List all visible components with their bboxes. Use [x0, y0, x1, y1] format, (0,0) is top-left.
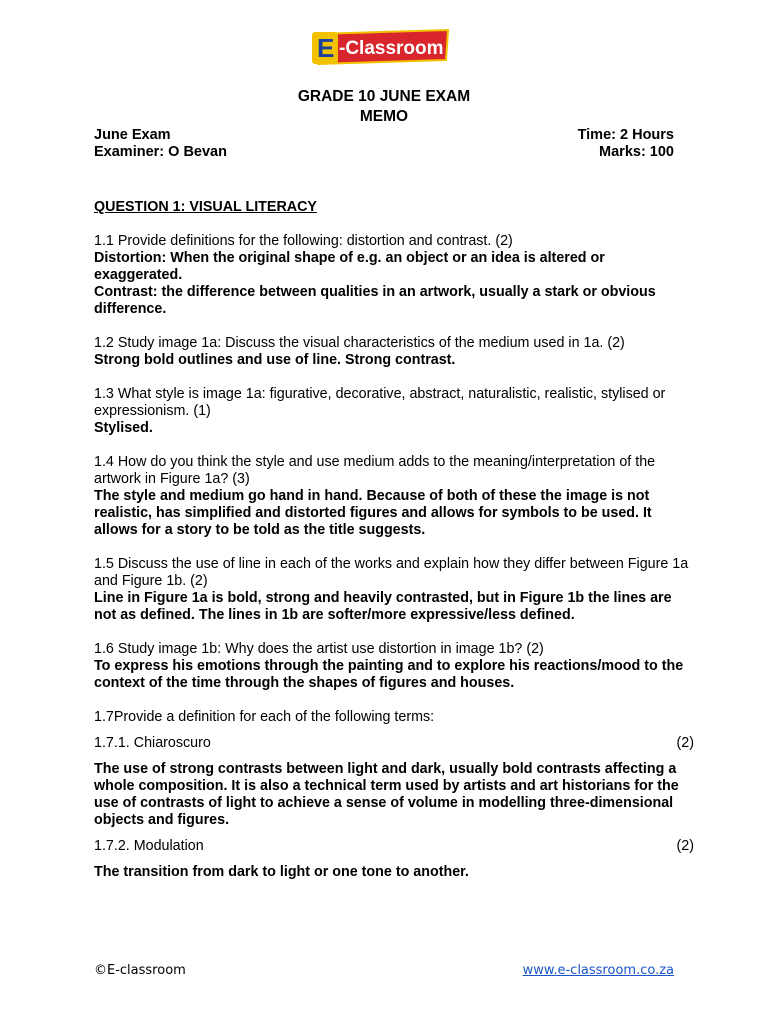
- question-text: 1.4 How do you think the style and use medium adds to the meaning/interpretation of the artwork in Figure 1a? (3): [94, 454, 656, 487]
- footer-website-link[interactable]: www.e-classroom.co.za: [522, 963, 674, 978]
- answer-text: The style and medium go hand in hand. Because of both of these the image is not realistic, has simplified and distorted figures and allows for symbols to be used. It allows for a story to be told as the title suggests.: [94, 488, 652, 538]
- question-text: 1.1 Provide definitions for the following: distortion and contrast. (2): [94, 233, 513, 249]
- exam-name: June Exam: [94, 127, 171, 143]
- e-classroom-logo: [312, 28, 452, 66]
- question-1-5: [94, 556, 694, 624]
- question-text: 1.2 Study image 1a: Discuss the visual characteristics of the medium used in 1a. (2): [94, 335, 625, 351]
- answer-text: Line in Figure 1a is bold, strong and heavily contrasted, but in Figure 1b the lines are not as defined. The lines in 1b are softer/more expressive/less defined.: [94, 590, 672, 623]
- svg-text:-Classroom: -Classroom: [339, 38, 444, 59]
- footer-copyright: ©E-classroom: [94, 963, 186, 978]
- question-text: 1.5 Discuss the use of line in each of the works and explain how they differ between Figure 1a and Figure 1b. (2): [94, 556, 689, 589]
- question-marks: (2): [676, 735, 694, 751]
- section-heading: QUESTION 1: VISUAL LITERACY: [94, 199, 317, 215]
- question-1-3: [94, 386, 694, 437]
- question-1-2: [94, 335, 694, 369]
- question-1-7: [94, 709, 694, 726]
- exam-time: Time: 2 Hours: [577, 127, 674, 143]
- page-subtitle: MEMO: [359, 108, 409, 125]
- answer-text: Contrast: the difference between qualities in an artwork, usually a stark or obvious difference.: [94, 284, 656, 317]
- question-text: 1.6 Study image 1b: Why does the artist use distortion in image 1b? (2): [94, 641, 544, 657]
- answer-text: The use of strong contrasts between light and dark, usually bold contrasts affecting a whole composition. It is also a technical term used by artists and art historians for the use of contrasts of light to achieve a sense of volume in modelling three-dimensional objects and figures.: [94, 761, 679, 828]
- question-1-1: [94, 233, 694, 318]
- question-1-7-2: [94, 838, 694, 881]
- question-1-6: [94, 641, 694, 692]
- page-title: GRADE 10 JUNE EXAM: [297, 88, 471, 105]
- question-marks: (2): [676, 838, 694, 854]
- memo-content: [94, 199, 694, 898]
- question-row: [94, 838, 694, 855]
- answer-text: To express his emotions through the painting and to explore his reactions/mood to the context of the time through the shapes of figures and houses.: [94, 658, 684, 691]
- exam-marks: Marks: 100: [599, 144, 674, 160]
- question-1-7-1: [94, 735, 694, 829]
- question-text: 1.7.2. Modulation: [94, 838, 204, 854]
- answer-text: Strong bold outlines and use of line. Strong contrast.: [94, 352, 456, 368]
- answer-text: Distortion: When the original shape of e.g. an object or an idea is altered or exaggerated.: [94, 250, 605, 283]
- answer-text: Stylised.: [94, 420, 153, 436]
- question-text: 1.7.1. Chiaroscuro: [94, 735, 211, 751]
- question-text: 1.3 What style is image 1a: figurative, decorative, abstract, naturalistic, realistic, stylised or expressionism. (1): [94, 386, 666, 419]
- svg-text:E: E: [317, 33, 335, 63]
- answer-text: The transition from dark to light or one tone to another.: [94, 864, 469, 880]
- question-1-4: [94, 454, 694, 539]
- examiner: Examiner: O Bevan: [94, 144, 227, 160]
- question-row: [94, 735, 694, 752]
- question-text: 1.7Provide a definition for each of the following terms:: [94, 709, 435, 725]
